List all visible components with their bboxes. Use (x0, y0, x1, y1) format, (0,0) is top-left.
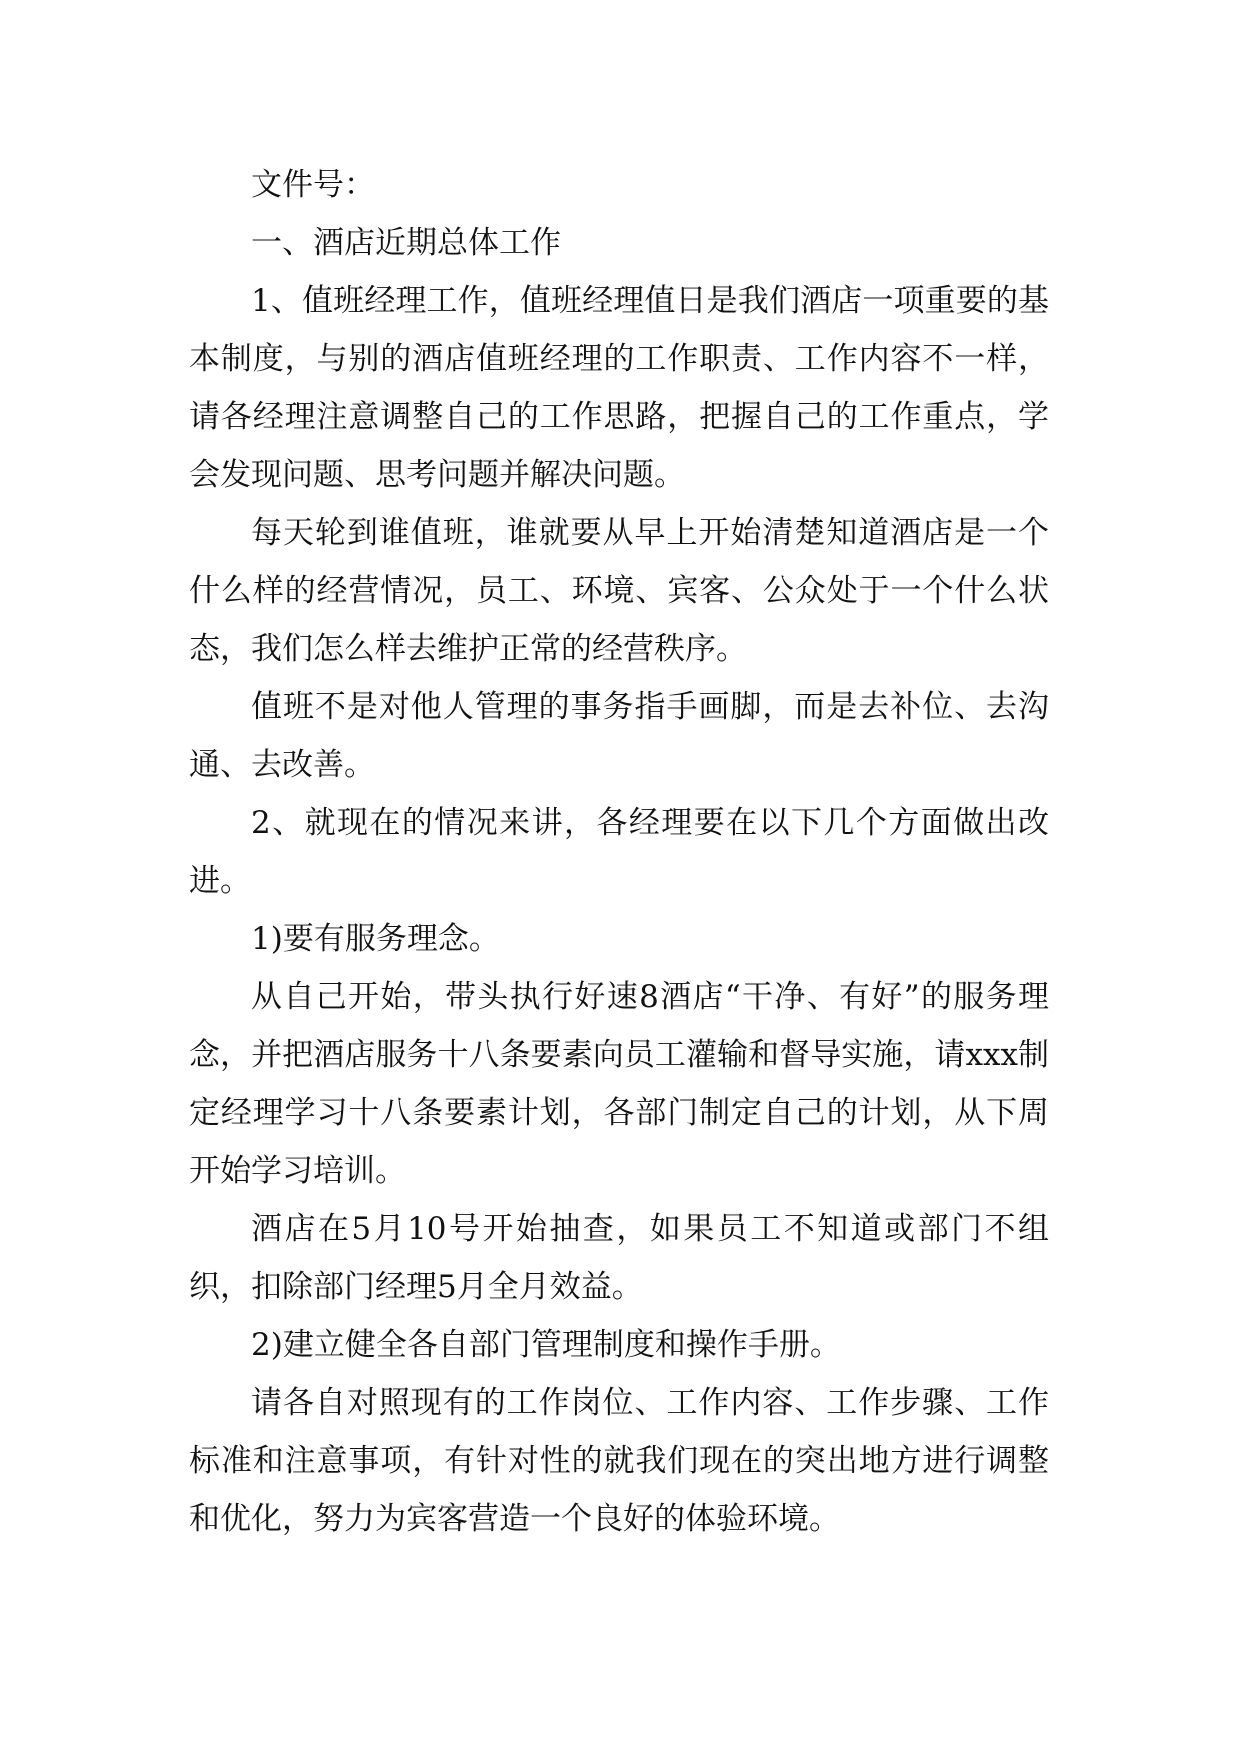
paragraph-duty-role: 值班不是对他人管理的事务指手画脚，而是去补位、去沟通、去改善。 (189, 689, 1049, 783)
paragraph-daily-duty: 每天轮到谁值班，谁就要从早上开始清楚知道酒店是一个什么样的经营情况，员工、环境、宾客、公众处于一个什么状态，我们怎么样去维护正常的经营秩序。 (189, 515, 1049, 667)
paragraph-duty-manager: 1、值班经理工作，值班经理值日是我们酒店一项重要的基本制度，与别的酒店值班经理的工作职责、工作内容不一样，请各经理注意调整自己的工作思路，把握自己的工作重点，学会发现问题、思考问题并解决问题。 (189, 283, 1049, 493)
document-body (189, 156, 1049, 1548)
section-heading: 一、酒店近期总体工作 (251, 225, 561, 261)
subheading-management-system: 2)建立健全各自部门管理制度和操作手册。 (251, 1327, 841, 1363)
paragraph-improvements: 2、就现在的情况来讲，各经理要在以下几个方面做出改进。 (189, 805, 1049, 899)
subheading-service-concept: 1)要有服务理念。 (251, 921, 500, 957)
paragraph-service-concept: 从自己开始，带头执行好速8酒店“干净、有好”的服务理念，并把酒店服务十八条要素向员工灌输和督导实施，请xxx制定经理学习十八条要素计划，各部门制定自己的计划，从下周开始学习培训。 (189, 979, 1049, 1189)
file-number-line: 文件号： (251, 167, 375, 203)
paragraph-optimization: 请各自对照现有的工作岗位、工作内容、工作步骤、工作标准和注意事项，有针对性的就我们现在的突出地方进行调整和优化，努力为宾客营造一个良好的体验环境。 (189, 1385, 1049, 1537)
paragraph-spot-check: 酒店在5月10号开始抽查，如果员工不知道或部门不组织，扣除部门经理5月全月效益。 (189, 1211, 1049, 1305)
